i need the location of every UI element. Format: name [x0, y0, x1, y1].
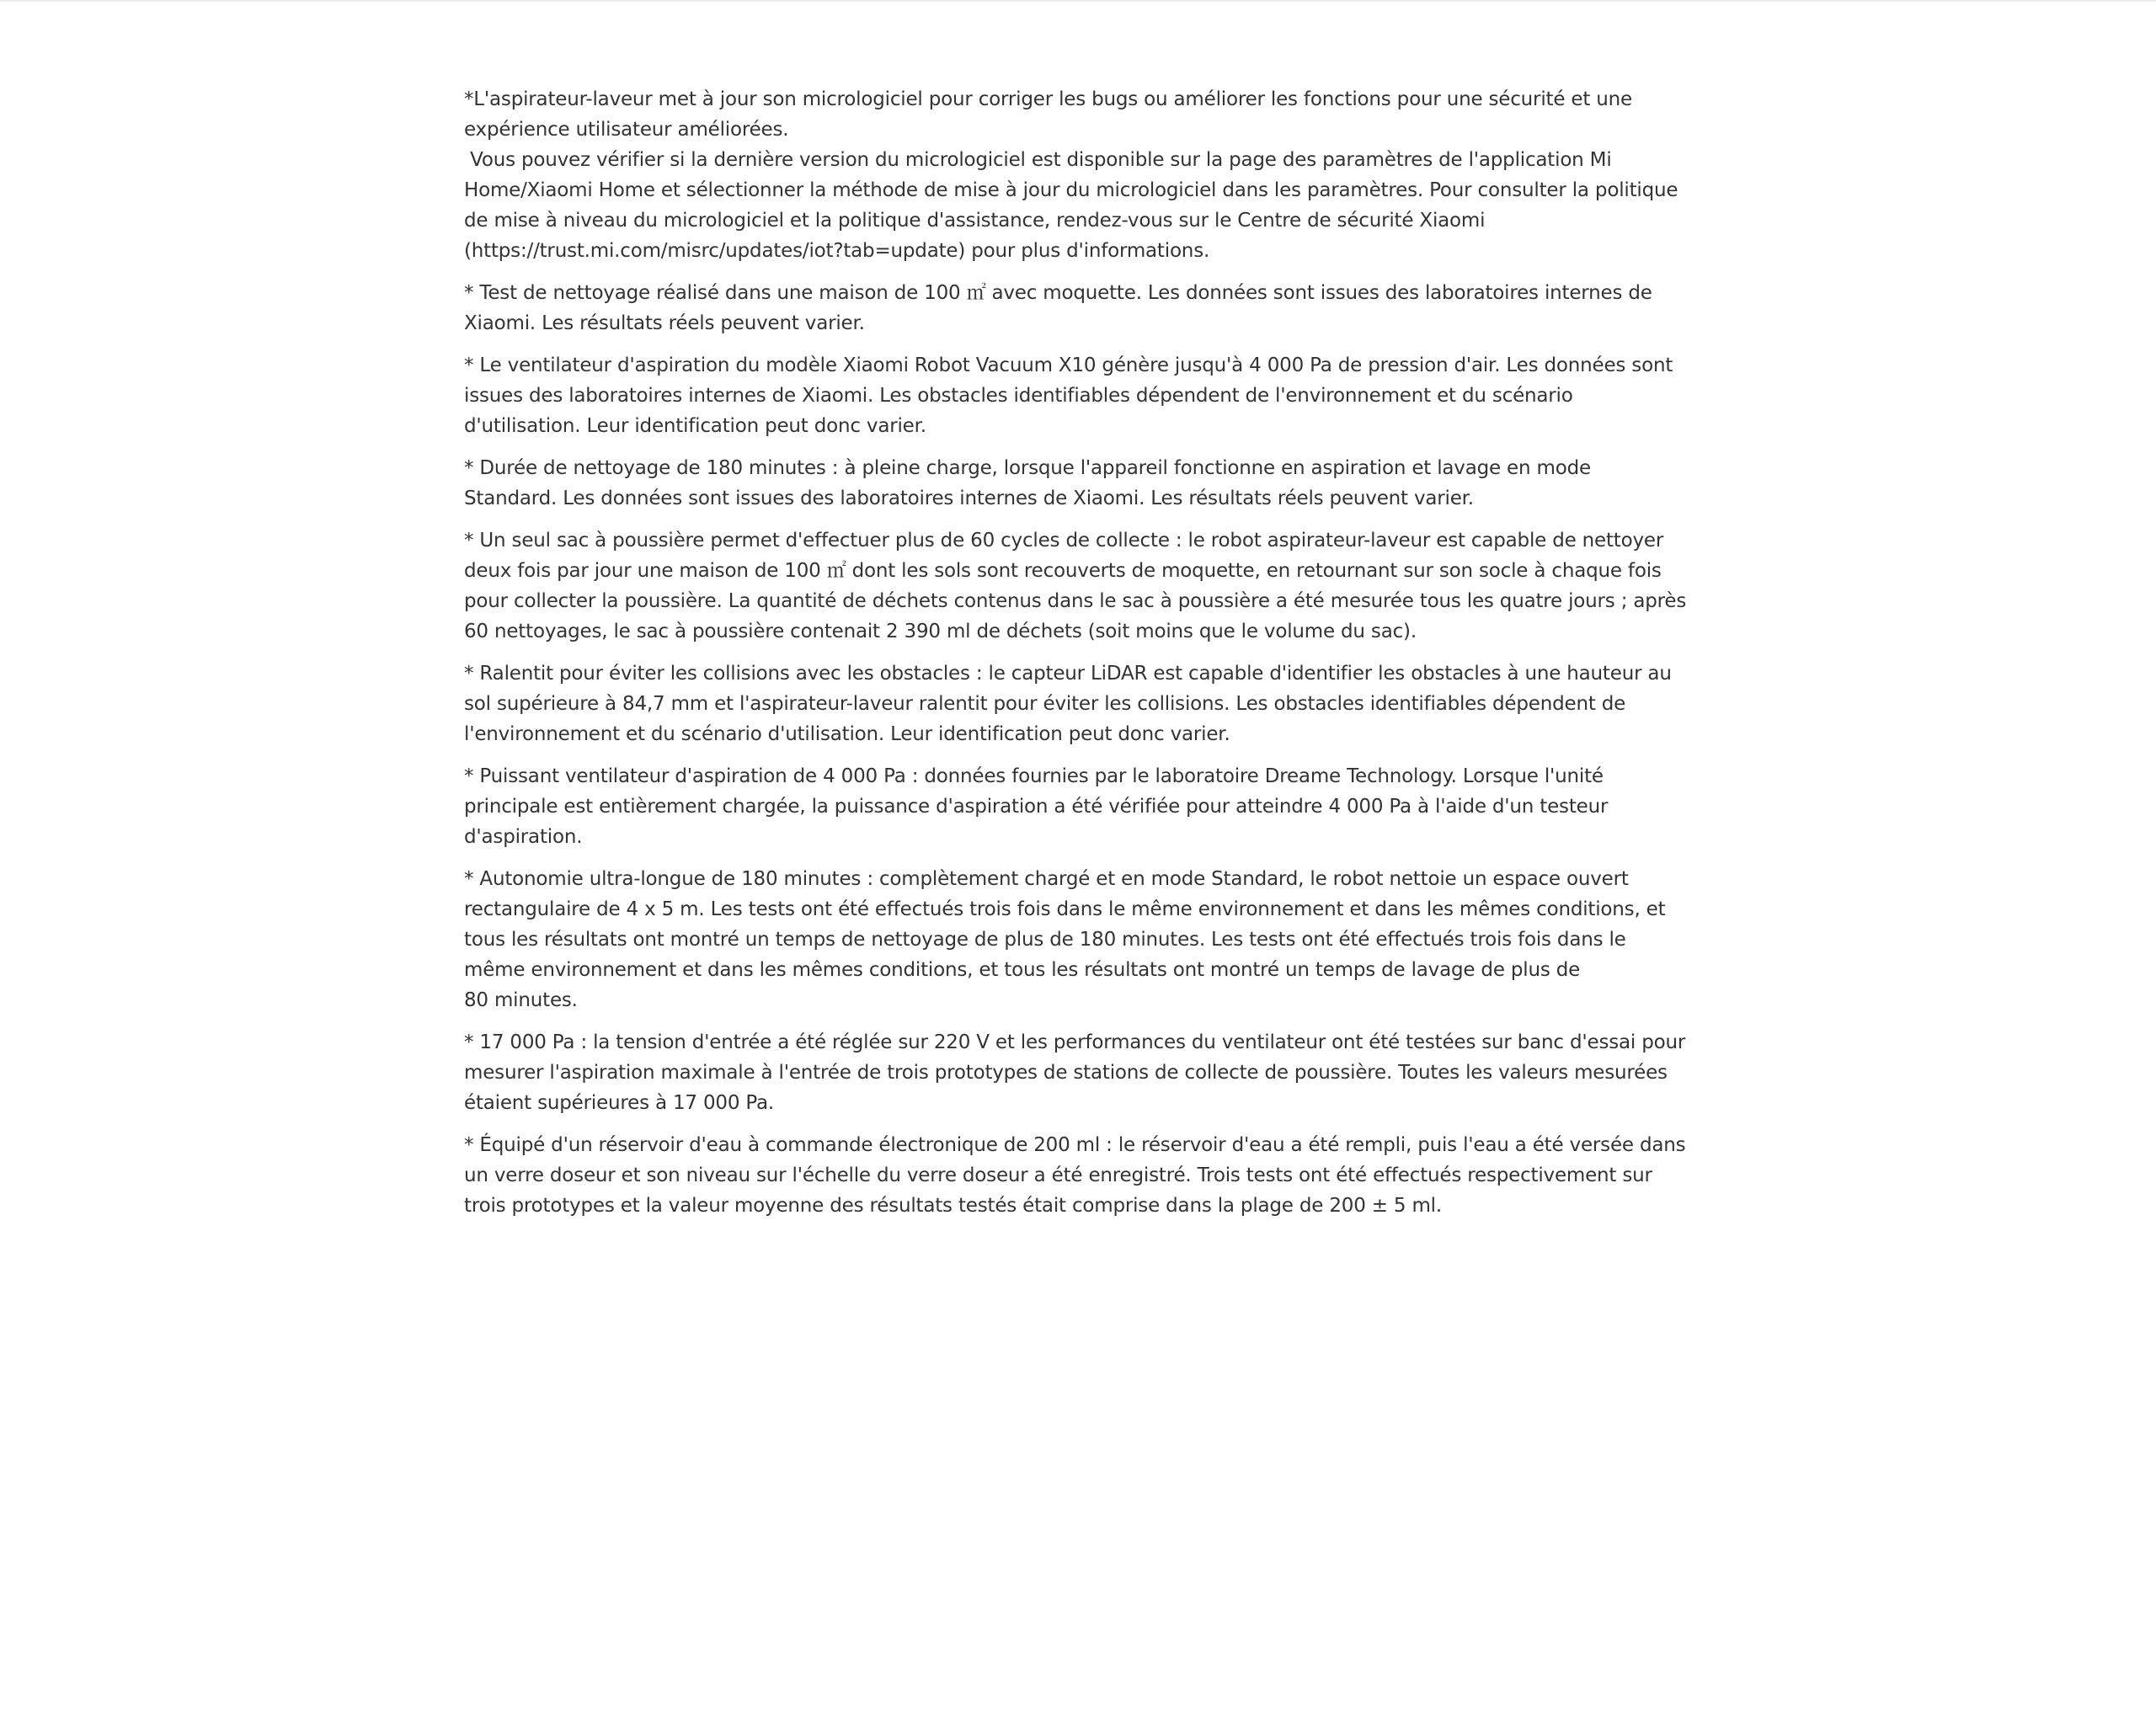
note-line: *L'aspirateur-laveur met à jour son micrologiciel pour corriger les bugs ou améliorer les fonctions pour une sécurité et une: [464, 88, 1632, 110]
top-divider: [0, 0, 2156, 2]
note-line: de mise à niveau du micrologiciel et la politique d'assistance, rendez-vous sur le Centre de sécurité Xiaomi: [464, 210, 1486, 232]
note-line: pour collecter la poussière. La quantité de déchets contenus dans le sac à poussière a été mesurée tous les quatre jours ; après: [464, 590, 1687, 612]
note-line: 60 nettoyages, le sac à poussière contenait 2 390 ml de déchets (soit moins que le volume du sac).: [464, 621, 1417, 642]
note-line: 80 minutes.: [464, 989, 578, 1011]
note-line: * Un seul sac à poussière permet d'effectuer plus de 60 cycles de collecte : le robot aspirateur-laveur est capable de nettoyer: [464, 530, 1664, 552]
note-line: trois prototypes et la valeur moyenne des résultats testés était comprise dans la plage de 200 ± 5 ml.: [464, 1195, 1442, 1217]
note-line: (https://trust.mi.com/misrc/updates/iot?tab=update) pour plus d'informations.: [464, 240, 1210, 262]
note-line: d'utilisation. Leur identification peut donc varier.: [464, 415, 926, 437]
note-line: expérience utilisateur améliorées.: [464, 119, 789, 141]
note-line: * Autonomie ultra-longue de 180 minutes : complètement chargé et en mode Standard, le robot nettoie un espace ouvert: [464, 868, 1629, 890]
suction-fan-note: [464, 350, 1694, 441]
note-line: étaient supérieures à 17 000 Pa.: [464, 1092, 775, 1114]
note-line: Home/Xiaomi Home et sélectionner la méthode de mise à jour du micrologiciel dans les paramètres. Pour consulter la politique: [464, 179, 1678, 201]
note-line: issues des laboratoires internes de Xiaomi. Les obstacles identifiables dépendent de l'environnement et du scénario: [464, 385, 1573, 407]
note-line: l'environnement et du scénario d'utilisation. Leur identification peut donc varier.: [464, 723, 1230, 745]
note-line: Standard. Les données sont issues des laboratoires internes de Xiaomi. Les résultats réels peuvent varier.: [464, 488, 1474, 509]
dust-bag-note: [464, 525, 1694, 647]
note-line: d'aspiration.: [464, 826, 583, 848]
note-line: * Ralentit pour éviter les collisions avec les obstacles : le capteur LiDAR est capable d'identifier les obstacles à une hauteur au: [464, 663, 1672, 685]
note-line: sol supérieure à 84,7 mm et l'aspirateur-laveur ralentit pour éviter les collisions. Les obstacles identifiables dépendent de: [464, 693, 1626, 715]
note-line: * Le ventilateur d'aspiration du modèle Xiaomi Robot Vacuum X10 génère jusqu'à 4 000 Pa de pression d'air. Les données sont: [464, 354, 1673, 376]
battery-autonomy-note: [464, 864, 1694, 1015]
cleaning-duration-note: [464, 453, 1694, 514]
note-line: * 17 000 Pa : la tension d'entrée a été réglée sur 220 V et les performances du ventilateur ont été testées sur banc d'essai pour: [464, 1031, 1686, 1053]
water-tank-note: [464, 1130, 1694, 1221]
note-line: même environnement et dans les mêmes conditions, et tous les résultats ont montré un temps de lavage de plus de: [464, 959, 1581, 981]
station-suction-note: [464, 1027, 1694, 1118]
note-line: * Test de nettoyage réalisé dans une maison de 100 ㎡ avec moquette. Les données sont issues des laboratoires internes de: [464, 282, 1652, 304]
note-line: deux fois par jour une maison de 100 ㎡ dont les sols sont recouverts de moquette, en retournant sur son socle à chaque fois: [464, 560, 1662, 582]
disclaimer-notes: [464, 84, 1694, 1233]
note-line: principale est entièrement chargée, la puissance d'aspiration a été vérifiée pour atteindre 4 000 Pa à l'aide d'un testeur: [464, 796, 1609, 818]
lidar-collision-note: [464, 658, 1694, 749]
suction-power-note: [464, 761, 1694, 852]
note-line: un verre doseur et son niveau sur l'échelle du verre doseur a été enregistré. Trois tests ont été effectués respectivement sur: [464, 1164, 1652, 1186]
note-line: * Équipé d'un réservoir d'eau à commande électronique de 200 ml : le réservoir d'eau a été rempli, puis l'eau a été versée dans: [464, 1134, 1686, 1156]
note-line: Xiaomi. Les résultats réels peuvent varier.: [464, 312, 865, 334]
cleaning-test-note: [464, 278, 1694, 338]
note-line: Vous pouvez vérifier si la dernière version du micrologiciel est disponible sur la page des paramètres de l'application Mi: [464, 149, 1612, 171]
note-line: rectangulaire de 4 x 5 m. Les tests ont été effectués trois fois dans le même environnement et dans les mêmes conditions, et: [464, 898, 1666, 920]
note-line: tous les résultats ont montré un temps de nettoyage de plus de 180 minutes. Les tests ont été effectués trois fois dans le: [464, 929, 1626, 951]
firmware-update-note: [464, 84, 1694, 266]
note-line: * Puissant ventilateur d'aspiration de 4 000 Pa : données fournies par le laboratoire Dreame Technology. Lorsque l'unité: [464, 765, 1604, 787]
note-line: * Durée de nettoyage de 180 minutes : à pleine charge, lorsque l'appareil fonctionne en aspiration et lavage en mode: [464, 457, 1591, 479]
note-line: mesurer l'aspiration maximale à l'entrée de trois prototypes de stations de collecte de poussière. Toutes les valeurs mesurées: [464, 1062, 1668, 1084]
